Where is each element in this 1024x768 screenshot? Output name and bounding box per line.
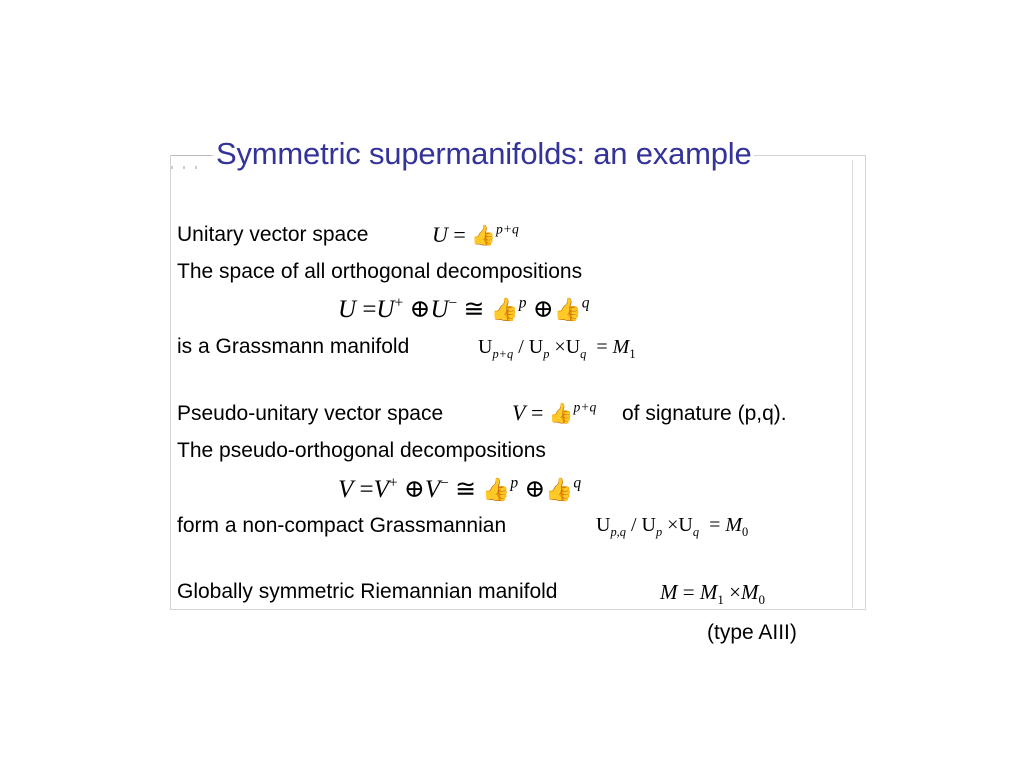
- formula-U-decomposition: U =U+ ⊕U− ≅ 👍$^p$ ⊕👍$^q$: [338, 294, 590, 323]
- formula-M-product: $M = M_1 \times M_0$: [660, 580, 765, 608]
- formula-V-equals-C-pq: V = 👍$^{p+q}$: [512, 399, 597, 425]
- frame-corner-mark: [171, 155, 211, 160]
- frame-divider: [852, 160, 853, 608]
- text-noncompact-grassmannian: form a non-compact Grassmannian: [177, 514, 507, 537]
- formula-U-equals-C-pq: U = 👍$^{p+q}$: [432, 221, 519, 247]
- text-unitary-space: Unitary vector space: [177, 223, 369, 246]
- formula-V-decomposition: V =V+ ⊕V− ≅ 👍$^p$ ⊕👍$^q$: [338, 474, 582, 503]
- formula-grassmann-M1: $U_{p+q} / U_p \times U_q = M_1$: [478, 336, 636, 361]
- text-grassmann-manifold: is a Grassmann manifold: [177, 335, 410, 358]
- text-pseudo-orthogonal-decompositions: The pseudo-orthogonal decompositions: [177, 439, 546, 462]
- slide-title: Symmetric supermanifolds: an example: [216, 136, 752, 171]
- thumbs-up-icon: 👍: [545, 477, 574, 503]
- thumbs-up-icon: 👍: [471, 224, 496, 247]
- thumbs-up-icon: 👍: [490, 297, 519, 323]
- thumbs-up-icon: 👍: [548, 402, 574, 425]
- text-type-aiii: (type AIII): [707, 621, 797, 644]
- text-signature: of signature (p,q).: [622, 402, 787, 425]
- text-orthogonal-decompositions: The space of all orthogonal decompositions: [177, 260, 583, 283]
- text-riemannian-manifold: Globally symmetric Riemannian manifold: [177, 580, 558, 603]
- formula-grassmann-M0: $U_{p,q} / U_p \times U_q = M_0$: [596, 514, 749, 539]
- thumbs-up-icon: 👍: [482, 477, 511, 503]
- thumbs-up-icon: 👍: [553, 297, 582, 323]
- text-pseudo-unitary-space: Pseudo-unitary vector space: [177, 402, 444, 425]
